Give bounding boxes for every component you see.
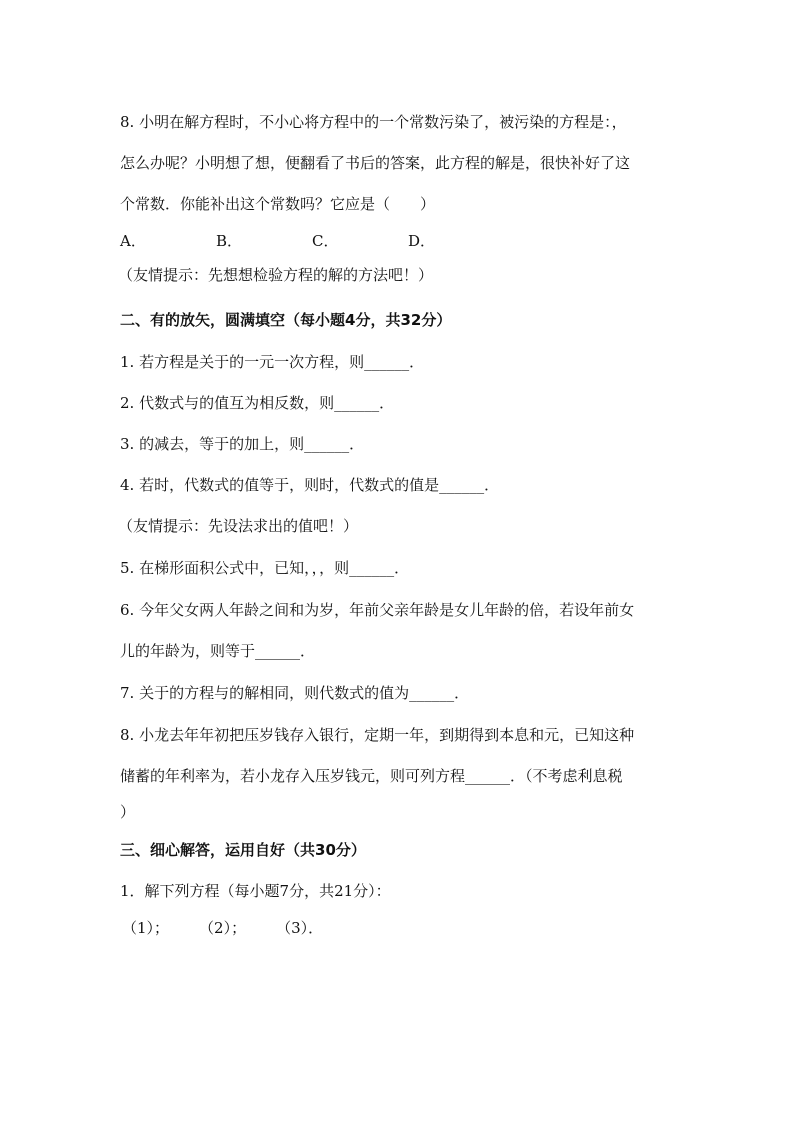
fill-question-8-line-1: 8. 小龙去年年初把压岁钱存入银行，定期一年，到期得到本息和元，已知这种 (120, 726, 635, 744)
question-8-options (120, 231, 680, 251)
fill-question-8-line-3: ） (120, 803, 136, 821)
subitem-1: （1）； (122, 919, 170, 937)
fill-question-3: 3. 的减去，等于的加上，则______． (120, 435, 365, 453)
section-2-heading: 二、有的放矢，圆满填空（每小题4分，共32分） (120, 311, 452, 329)
fill-question-8-line-2: 储蓄的年利率为，若小龙存入压岁钱元，则可列方程______．（不考虑利息税 (120, 767, 623, 785)
fill-question-2: 2. 代数式与的值互为相反数，则______． (120, 394, 395, 412)
option-c: C． (312, 232, 339, 250)
fill-question-5: 5. 在梯形面积公式中，已知，，，则______． (120, 559, 410, 577)
question-8-line-3: 个常数．你能补出这个常数吗？它应是（ ） (120, 195, 436, 213)
subitem-3: （3）． (276, 919, 324, 937)
fill-question-6-line-2: 儿的年龄为，则等于______． (120, 642, 316, 660)
fill-question-4: 4. 若时，代数式的值等于，则时，代数式的值是______． (120, 476, 500, 494)
section-3-heading: 三、细心解答，运用自好（共30分） (120, 841, 366, 859)
option-d: D． (408, 232, 436, 250)
question-8-hint: （友情提示：先想想检验方程的解的方法吧！） (118, 266, 434, 284)
option-a: A． (120, 232, 146, 250)
option-b: B． (216, 232, 243, 250)
solve-question-1-subitems (122, 918, 682, 938)
subitem-2: （2）； (199, 919, 247, 937)
fill-question-1: 1. 若方程是关于的一元一次方程，则______． (120, 353, 425, 371)
fill-question-4-hint: （友情提示：先设法求出的值吧！） (118, 517, 359, 535)
question-8-line-1: 8. 小明在解方程时，不小心将方程中的一个常数污染了，被污染的方程是：， (120, 113, 627, 131)
fill-question-6-line-1: 6. 今年父女两人年龄之间和为岁，年前父亲年龄是女儿年龄的倍，若设年前女 (120, 601, 635, 619)
solve-question-1: 1．解下列方程（每小题7分，共21分）： (120, 882, 391, 900)
fill-question-7: 7. 关于的方程与的解相同，则代数式的值为______． (120, 684, 470, 702)
question-8-line-2: 怎么办呢？小明想了想，便翻看了书后的答案，此方程的解是，很快补好了这 (120, 154, 631, 172)
